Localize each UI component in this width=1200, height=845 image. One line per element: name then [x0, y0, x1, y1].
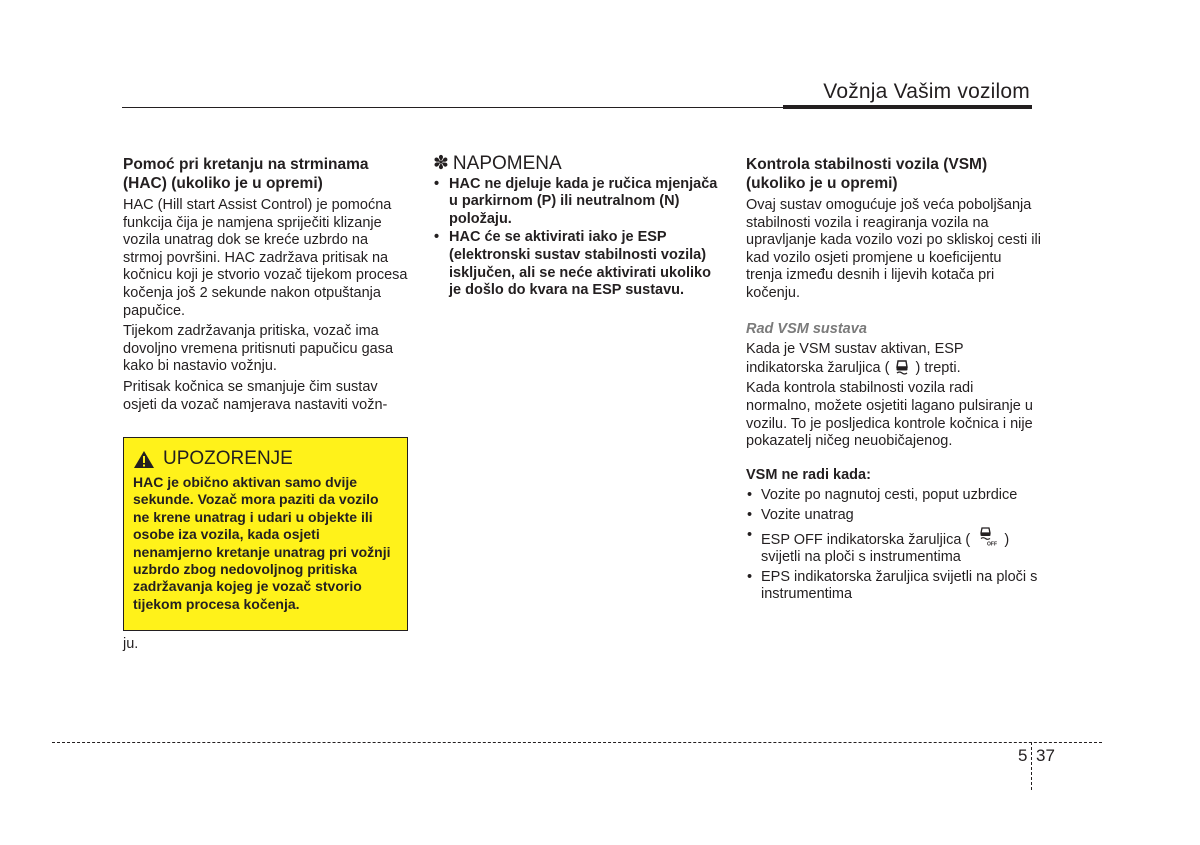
esp-indicator-icon [895, 359, 909, 375]
warning-title [133, 448, 397, 470]
note-list [433, 176, 723, 300]
vsm-conditions-list [746, 487, 1041, 604]
vsm-not-working-label: VSM ne radi kada: [746, 466, 871, 483]
vsm-intro: Ovaj sustav omogućuje još veća poboljšanja stabilnosti vozila i reagiranja vozila na upravljanje kada vozilo vozi po skliskoj cesti ili kad vozilo osjeti promjene u koeficijentu trenja između desnih i lijevih kotača pri kočenju. [746, 197, 1041, 301]
note-item: • HAC ne djeluje kada je ručica mjenjača u parkirnom (P) ili neutralnom (N) položaju. [433, 176, 723, 229]
list-item: • Vozite unatrag [746, 507, 1041, 525]
hac-paragraph-3: Pritisak kočnica se smanjuje čim sustav osjeti da vozač namjerava nastaviti vožn- [123, 378, 388, 413]
vsm-heading: Kontrola stabilnosti vozila (VSM) (ukoliko je u opremi) [746, 156, 988, 192]
esp-off-indicator-icon [976, 527, 998, 547]
vsm-operation-subheading: Rad VSM sustava [746, 320, 867, 337]
chapter-number: 5 [1018, 746, 1028, 765]
vsm-operation-paragraph-2: Kada kontrola stabilnosti vozila radi normalno, možete osjetiti lagano pulsiranje u vozilu. To je posljedica kontrole kočnica i nije pokazatelj ničeg neuobičajenog. [746, 380, 1033, 450]
footer-rule [52, 742, 1102, 743]
esp-off-text-before: ESP OFF indikatorska žaruljica ( [761, 531, 971, 548]
warning-text: HAC je obično aktivan samo dvije sekunde. Vozač mora paziti da vozilo ne krene unatrag i udari u objekte ili osobe iza vozila, kada osjeti nenamjerno kretanje unatrag pri vožnji uzbrdo zbog nedovoljnog pritiska zadržavanja kojeg je vozač stvorio tijekom procesa kočenja. [133, 474, 391, 612]
page-header-title: Vožnja Vašim vozilom [823, 80, 1030, 103]
vsm-operation-paragraph-1 [746, 341, 1041, 377]
warning-box [123, 437, 408, 631]
vsm-op-text-after: ) trepti. [915, 359, 961, 376]
hac-heading: Pomoć pri kretanju na strminama (HAC) (ukoliko je u opremi) [123, 156, 369, 192]
column-vsm [746, 155, 1041, 606]
vsm-op-text-before: Kada je VSM sustav aktivan, ESP indikatorska žaruljica ( [746, 341, 964, 376]
esp-off-text-after: ) svijetli na ploči s instrumentima [761, 531, 1010, 566]
note-title-text: NAPOMENA [452, 153, 562, 174]
hac-paragraph-2: Tijekom zadržavanja pritiska, vozač ima dovoljno vremena pritisnuti papučicu gasa kako bi nastavio vožnju. [123, 323, 394, 375]
note-item: • HAC će se aktivirati iako je ESP (elektronski sustav stabilnosti vozila) isključen, ali se neće aktivirati ukoliko je došlo do kvara na ESP sustavu. [433, 229, 723, 299]
list-item: • EPS indikatorska žaruljica svijetli na ploči s instrumentima [746, 569, 1041, 604]
note-star-icon: ✽ [433, 153, 449, 174]
column-note [433, 155, 723, 301]
hac-paragraph-1: HAC (Hill start Assist Control) je pomoćna funkcija čija je namjena spriječiti klizanje vozila unatrag dok se kreće uzbrdo na strmoj površini. HAC zadržava pritisak na kočnicu koji je stvorio vozač tijekom procesa kočenja još 2 sekunde nakon otpuštanja papučice. [123, 197, 408, 319]
page-number: 37 [1036, 746, 1055, 765]
hac-paragraph-tail: ju. [123, 636, 139, 652]
warning-triangle-icon [133, 450, 155, 469]
warning-title-text: UPOZORENJE [163, 448, 293, 469]
note-title [433, 155, 723, 173]
list-item [746, 527, 1041, 567]
column-hac [123, 155, 411, 417]
header-rule-accent [783, 105, 1032, 109]
footer-divider [1031, 742, 1032, 790]
list-item: • Vozite po nagnutoj cesti, poput uzbrdice [746, 487, 1041, 505]
svg-text:OFF: OFF [987, 541, 998, 547]
